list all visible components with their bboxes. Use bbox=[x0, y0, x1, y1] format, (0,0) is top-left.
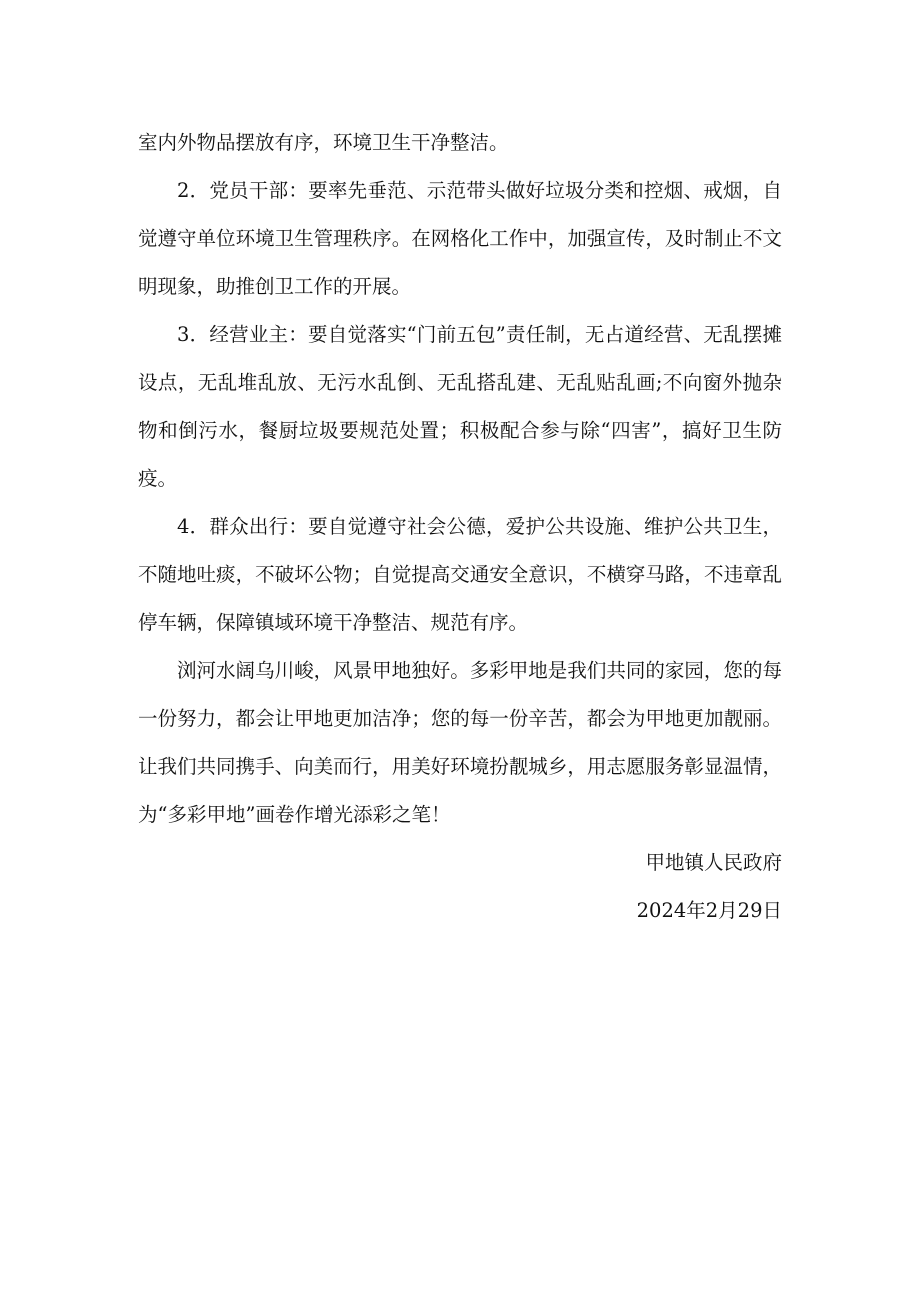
paragraph-intro-tail: 室内外物品摆放有序，环境卫生干净整洁。 bbox=[138, 131, 509, 154]
signature-issuer: 甲地镇人民政府 bbox=[645, 851, 782, 874]
paragraph-party-cadres: 2．党员干部：要率先垂范、示范带头做好垃圾分类和控烟、戒烟，自觉遵守单位环境卫生管理秩序。在网格化工作中，加强宣传，及时制止不文明现象，助推创卫工作的开展。 bbox=[138, 179, 782, 298]
paragraph-closing: 浏河水阔乌川峻，风景甲地独好。多彩甲地是我们共同的家园，您的每一份努力，都会让甲地更加洁净；您的每一份辛苦，都会为甲地更加靓丽。让我们共同携手、向美而行，用美好环境扮靓城乡，用志愿服务彰显温情，为“多彩甲地”画卷作增光添彩之笔！ bbox=[138, 659, 782, 826]
paragraph-business-owners: 3．经营业主：要自觉落实“门前五包”责任制，无占道经营、无乱摆摊设点，无乱堆乱放、无污水乱倒、无乱搭乱建、无乱贴乱画;不向窗外抛杂物和倒污水，餐厨垃圾要规范处置；积极配合参与除“四害”，搞好卫生防疫。 bbox=[138, 323, 782, 490]
paragraph-public-travel: 4．群众出行：要自觉遵守社会公德，爱护公共设施、维护公共卫生，不随地吐痰，不破坏公物；自觉提高交通安全意识，不横穿马路，不违章乱停车辆，保障镇域环境干净整洁、规范有序。 bbox=[138, 515, 782, 634]
document-body bbox=[138, 119, 782, 935]
issue-date: 2024年2月29日 bbox=[636, 899, 782, 922]
